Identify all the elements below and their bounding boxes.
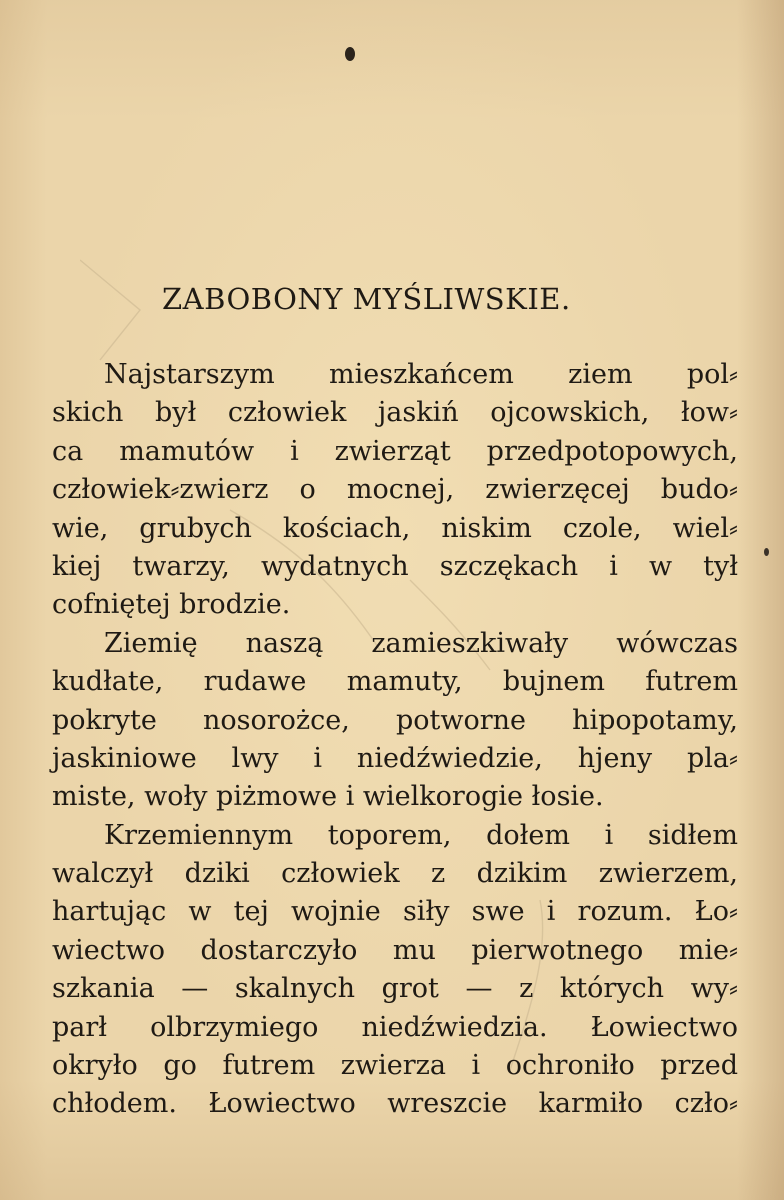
text-line: walczył dziki człowiek z dzikim zwierzem, xyxy=(52,858,738,890)
text-line: jaskiniowe lwy i niedźwiedzie, hjeny pla⸗ xyxy=(52,742,738,774)
paragraph xyxy=(52,817,738,1124)
text-line: okryło go futrem zwierza i ochroniło przed xyxy=(52,1050,738,1082)
paragraph xyxy=(52,356,738,625)
text-line: cofniętej brodzie. xyxy=(52,589,291,621)
text-line: chłodem. Łowiectwo wreszcie karmiło czło⸗ xyxy=(52,1088,738,1120)
chapter-title: ZABOBONY MYŚLIWSKIE. xyxy=(162,282,571,316)
body-text xyxy=(52,356,738,1124)
text-line: kiej twarzy, wydatnych szczękach i w tył xyxy=(52,550,738,582)
text-line: pokryte nosorożce, potworne hipopotamy, xyxy=(52,704,738,736)
text-line: wiectwo dostarczyło mu pierwotnego mie⸗ xyxy=(52,934,738,966)
text-line: Najstarszym mieszkańcem ziem pol⸗ xyxy=(104,359,738,390)
text-line: człowiek⸗zwierz o mocnej, zwierzęcej budo⸗ xyxy=(52,474,738,506)
text-line: ca mamutów i zwierząt przedpotopowych, xyxy=(52,435,738,467)
text-line: miste, woły piżmowe i wielkorogie łosie. xyxy=(52,781,604,813)
ink-speck xyxy=(764,548,769,556)
text-line: Ziemię naszą zamieszkiwały wówczas xyxy=(104,627,738,659)
text-line: szkania — skalnych grot — z których wy⸗ xyxy=(52,973,738,1005)
text-line: kudłate, rudawe mamuty, bujnem futrem xyxy=(52,666,738,698)
paragraph xyxy=(52,625,738,817)
text-line: wie, grubych kościach, niskim czole, wiel⸗ xyxy=(52,512,738,544)
text-line: skich był człowiek jaskiń ojcowskich, łow⸗ xyxy=(52,397,738,429)
printer-dot-mark xyxy=(345,47,355,61)
text-line: parł olbrzymiego niedźwiedzia. Łowiectwo xyxy=(52,1011,738,1043)
text-line: hartując w tej wojnie siły swe i rozum. Ło⸗ xyxy=(52,896,738,928)
text-line: Krzemiennym toporem, dołem i sidłem xyxy=(104,819,738,851)
